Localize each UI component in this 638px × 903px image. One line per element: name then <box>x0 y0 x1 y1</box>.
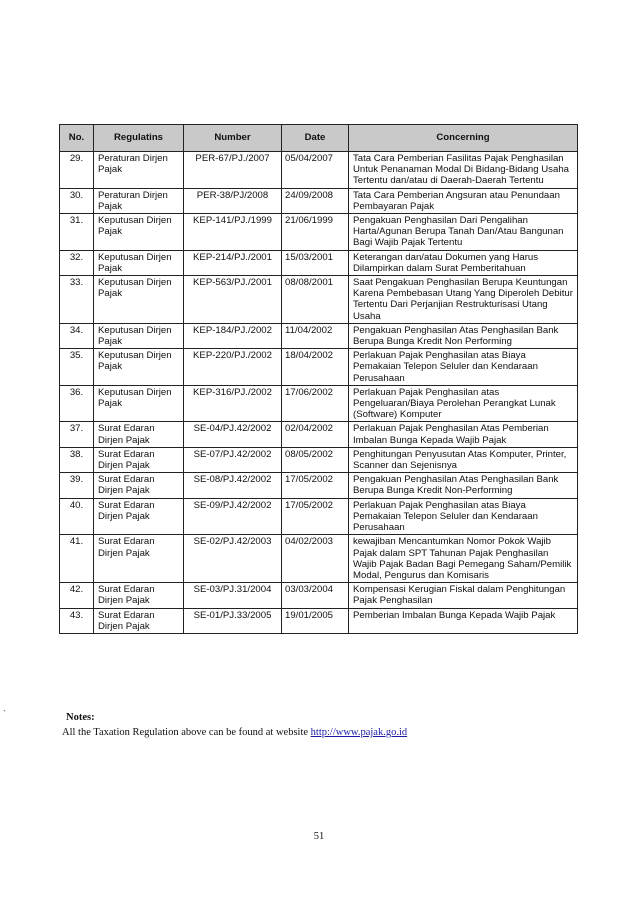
cell-regulation: Surat Edaran Dirjen Pajak <box>94 535 184 583</box>
table-row <box>60 473 578 498</box>
cell-date: 03/03/2004 <box>282 583 349 608</box>
cell-no: 39. <box>60 473 94 498</box>
cell-concerning: Penghitungan Penyusutan Atas Komputer, Printer, Scanner dan Sejenisnya <box>349 447 578 472</box>
cell-regulation: Surat Edaran Dirjen Pajak <box>94 498 184 535</box>
table-row <box>60 447 578 472</box>
cell-number: SE-09/PJ.42/2002 <box>184 498 282 535</box>
cell-no: 35. <box>60 349 94 386</box>
cell-regulation: Surat Edaran Dirjen Pajak <box>94 583 184 608</box>
cell-no: 40. <box>60 498 94 535</box>
cell-number: SE-07/PJ.42/2002 <box>184 447 282 472</box>
cell-no: 42. <box>60 583 94 608</box>
cell-concerning: Perlakuan Pajak Penghasilan Atas Pemberian Imbalan Bunga Kepada Wajib Pajak <box>349 422 578 447</box>
cell-concerning: Pengakuan Penghasilan Dari Pengalihan Harta/Agunan Berupa Tanah Dan/Atau Bangunan Bagi Wajib Pajak Tertentu <box>349 214 578 251</box>
cell-number: SE-01/PJ.33/2005 <box>184 608 282 633</box>
cell-number: KEP-563/PJ./2001 <box>184 276 282 324</box>
cell-date: 17/05/2002 <box>282 473 349 498</box>
table-header-row <box>60 125 578 152</box>
cell-number: KEP-214/PJ./2001 <box>184 250 282 275</box>
cell-no: 41. <box>60 535 94 583</box>
table-row <box>60 385 578 422</box>
cell-concerning: Pemberian Imbalan Bunga Kepada Wajib Pajak <box>349 608 578 633</box>
cell-date: 02/04/2002 <box>282 422 349 447</box>
table-row <box>60 250 578 275</box>
table-row <box>60 349 578 386</box>
cell-regulation: Keputusan Dirjen Pajak <box>94 214 184 251</box>
cell-regulation: Peraturan Dirjen Pajak <box>94 152 184 189</box>
cell-number: KEP-316/PJ./2002 <box>184 385 282 422</box>
cell-date: 18/04/2002 <box>282 349 349 386</box>
table-row <box>60 535 578 583</box>
header-number: Number <box>184 125 282 152</box>
cell-no: 37. <box>60 422 94 447</box>
cell-date: 17/05/2002 <box>282 498 349 535</box>
cell-no: 33. <box>60 276 94 324</box>
table-row <box>60 498 578 535</box>
table-row <box>60 276 578 324</box>
cell-concerning: Tata Cara Pemberian Angsuran atau Penundaan Pembayaran Pajak <box>349 188 578 213</box>
table-row <box>60 188 578 213</box>
cell-regulation: Surat Edaran Dirjen Pajak <box>94 422 184 447</box>
table-row <box>60 214 578 251</box>
notes-text: All the Taxation Regulation above can be found at website <box>62 727 311 738</box>
cell-date: 05/04/2007 <box>282 152 349 189</box>
cell-regulation: Peraturan Dirjen Pajak <box>94 188 184 213</box>
cell-date: 24/09/2008 <box>282 188 349 213</box>
stray-mark: ` <box>3 709 6 719</box>
table-row <box>60 422 578 447</box>
regulation-table-wrapper <box>59 124 577 634</box>
regulation-table <box>59 124 578 634</box>
cell-number: SE-03/PJ.31/2004 <box>184 583 282 608</box>
cell-number: KEP-220/PJ./2002 <box>184 349 282 386</box>
cell-no: 43. <box>60 608 94 633</box>
cell-no: 30. <box>60 188 94 213</box>
cell-concerning: Perlakuan Pajak Penghasilan atas Biaya Pemakaian Telepon Seluler dan Kendaraan Perusahaan <box>349 498 578 535</box>
cell-no: 29. <box>60 152 94 189</box>
cell-concerning: Tata Cara Pemberian Fasilitas Pajak Penghasilan Untuk Penanaman Modal Di Bidang-Bidang Usaha Tertentu dan/atau di Daerah-Daerah Tertentu <box>349 152 578 189</box>
cell-date: 15/03/2001 <box>282 250 349 275</box>
cell-date: 08/08/2001 <box>282 276 349 324</box>
cell-date: 17/06/2002 <box>282 385 349 422</box>
header-regulation: Regulatins <box>94 125 184 152</box>
cell-concerning: Saat Pengakuan Penghasilan Berupa Keuntungan Karena Pembebasan Utang Yang Diperoleh Debitur Tertentu Dari Perjanjian Restrukturisasi Utang Usaha <box>349 276 578 324</box>
cell-no: 38. <box>60 447 94 472</box>
cell-concerning: kewajiban Mencantumkan Nomor Pokok Wajib Pajak dalam SPT Tahunan Pajak Penghasilan Wajib Pajak Badan Bagi Pemegang Saham/Pemilik Modal, Pengurus dan Komisaris <box>349 535 578 583</box>
cell-date: 19/01/2005 <box>282 608 349 633</box>
header-concerning: Concerning <box>349 125 578 152</box>
cell-regulation: Keputusan Dirjen Pajak <box>94 323 184 348</box>
cell-concerning: Pengakuan Penghasilan Atas Penghasilan Bank Berupa Bunga Kredit Non Performing <box>349 323 578 348</box>
cell-date: 08/05/2002 <box>282 447 349 472</box>
cell-regulation: Keputusan Dirjen Pajak <box>94 250 184 275</box>
cell-date: 04/02/2003 <box>282 535 349 583</box>
header-no: No. <box>60 125 94 152</box>
cell-concerning: Keterangan dan/atau Dokumen yang Harus Dilampirkan dalam Surat Pemberitahuan <box>349 250 578 275</box>
cell-no: 36. <box>60 385 94 422</box>
cell-concerning: Pengakuan Penghasilan Atas Penghasilan Bank Berupa Bunga Kredit Non-Performing <box>349 473 578 498</box>
cell-regulation: Keputusan Dirjen Pajak <box>94 276 184 324</box>
cell-regulation: Surat Edaran Dirjen Pajak <box>94 473 184 498</box>
cell-concerning: Perlakuan Pajak Penghasilan atas Pengeluaran/Biaya Perolehan Perangkat Lunak (Software) Komputer <box>349 385 578 422</box>
table-row <box>60 608 578 633</box>
pajak-website-link[interactable]: http://www.pajak.go.id <box>310 727 408 738</box>
cell-concerning: Kompensasi Kerugian Fiskal dalam Penghitungan Pajak Penghasilan <box>349 583 578 608</box>
cell-date: 21/06/1999 <box>282 214 349 251</box>
cell-no: 31. <box>60 214 94 251</box>
cell-regulation: Surat Edaran Dirjen Pajak <box>94 608 184 633</box>
notes-line <box>62 727 407 738</box>
cell-number: KEP-141/PJ./1999 <box>184 214 282 251</box>
cell-number: KEP-184/PJ./2002 <box>184 323 282 348</box>
page-number: 51 <box>313 831 325 842</box>
cell-number: SE-04/PJ.42/2002 <box>184 422 282 447</box>
table-row <box>60 323 578 348</box>
notes-label: Notes: <box>66 712 95 723</box>
cell-date: 11/04/2002 <box>282 323 349 348</box>
cell-no: 34. <box>60 323 94 348</box>
cell-number: SE-08/PJ.42/2002 <box>184 473 282 498</box>
cell-no: 32. <box>60 250 94 275</box>
cell-number: PER-38/PJ/2008 <box>184 188 282 213</box>
cell-number: PER-67/PJ./2007 <box>184 152 282 189</box>
table-body <box>60 152 578 634</box>
cell-concerning: Perlakuan Pajak Penghasilan atas Biaya Pemakaian Telepon Seluler dan Kendaraan Perusahaan <box>349 349 578 386</box>
table-row <box>60 583 578 608</box>
cell-regulation: Keputusan Dirjen Pajak <box>94 349 184 386</box>
table-row <box>60 152 578 189</box>
cell-regulation: Keputusan Dirjen Pajak <box>94 385 184 422</box>
header-date: Date <box>282 125 349 152</box>
cell-number: SE-02/PJ.42/2003 <box>184 535 282 583</box>
cell-regulation: Surat Edaran Dirjen Pajak <box>94 447 184 472</box>
